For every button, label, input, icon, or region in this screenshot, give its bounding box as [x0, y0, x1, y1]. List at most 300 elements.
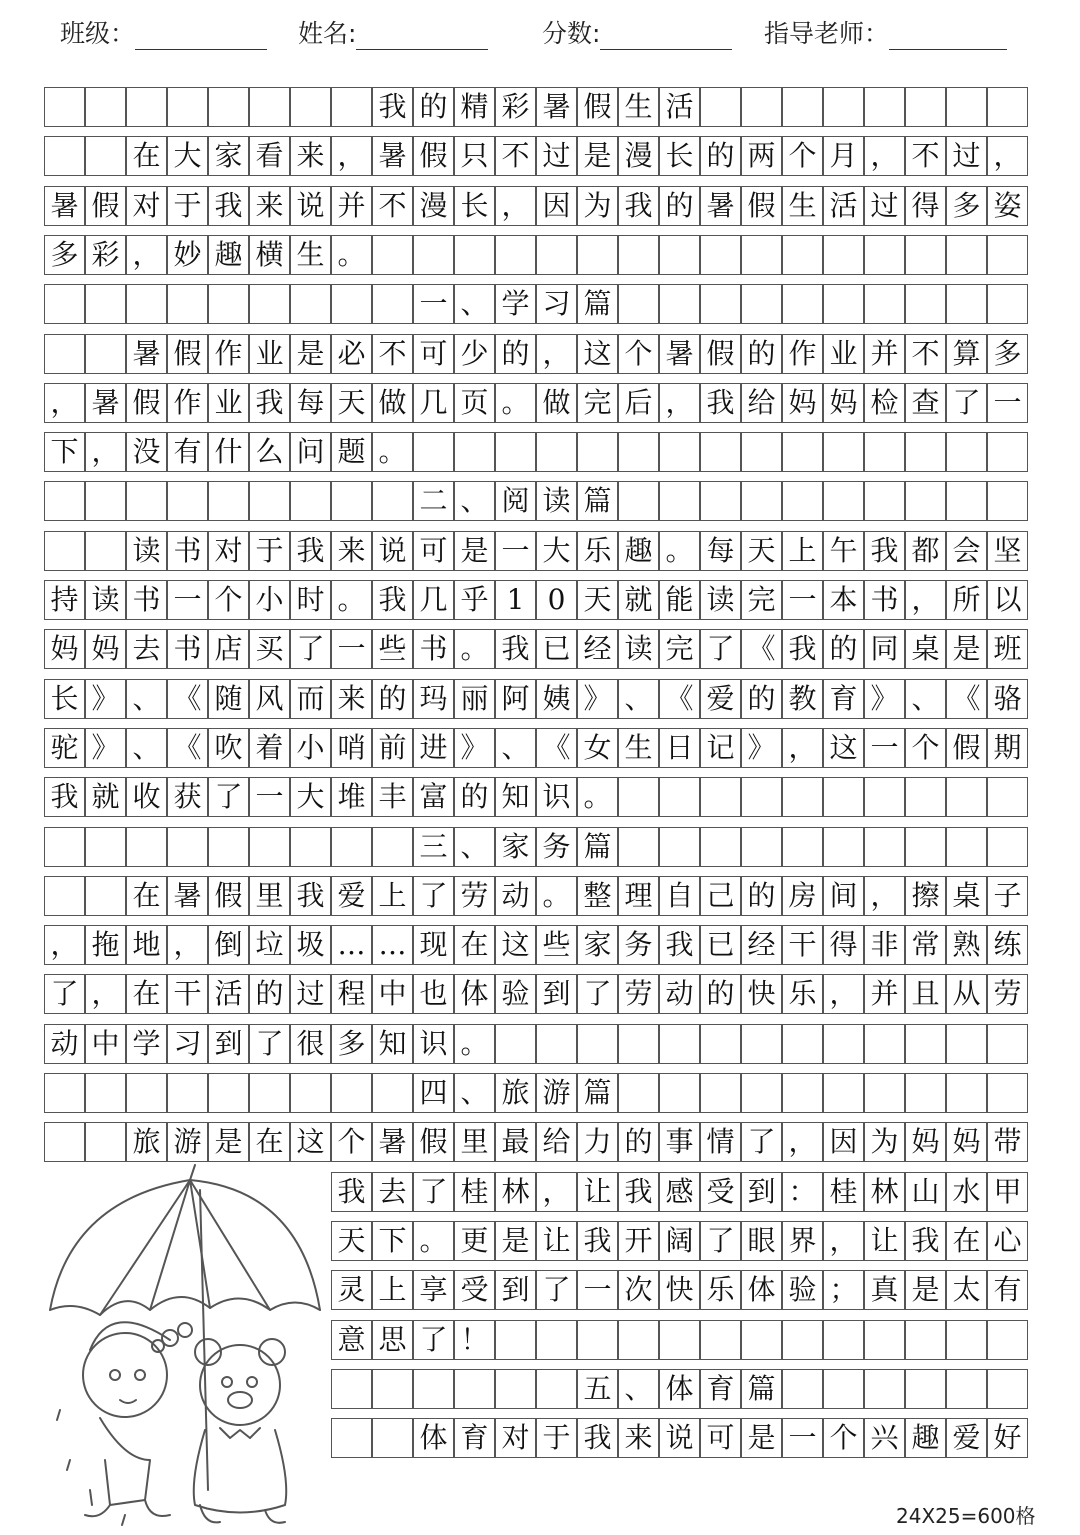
grid-cell: 桌 — [905, 629, 946, 669]
grid-cell: ， — [85, 432, 126, 472]
grid-cell: 我 — [331, 1172, 372, 1212]
grid-cell: 拖 — [85, 925, 126, 965]
grid-cell: 来 — [331, 531, 372, 571]
grid-cell — [782, 481, 823, 521]
grid-cell: 上 — [782, 531, 823, 571]
grid-cell — [618, 827, 659, 867]
grid-cell: 可 — [413, 334, 454, 374]
grid-cell: 。 — [536, 876, 577, 916]
grid-cell — [44, 1073, 85, 1113]
grid-cell — [372, 284, 413, 324]
grid-cell: 》 — [85, 679, 126, 719]
grid-cell — [208, 284, 249, 324]
grid-cell: 来 — [249, 186, 290, 226]
grid-cell: 并 — [864, 334, 905, 374]
grid-cell: 里 — [454, 1122, 495, 1162]
grid-cell — [454, 432, 495, 472]
grid-cell: 了 — [700, 629, 741, 669]
teacher-label: 指导老师： — [764, 19, 890, 48]
grid-cell: 驼 — [44, 728, 85, 768]
grid-cell: 小 — [249, 580, 290, 620]
grid-cell: 快 — [741, 974, 782, 1014]
grid-cell: 了 — [413, 1320, 454, 1360]
grid-cell: 可 — [700, 1418, 741, 1458]
grid-cell: 。 — [454, 629, 495, 669]
grid-cell: 是 — [577, 136, 618, 176]
grid-cell — [905, 432, 946, 472]
grid-cell — [946, 432, 987, 472]
grid-cell: ， — [536, 334, 577, 374]
grid-cell — [331, 827, 372, 867]
grid-cell — [946, 284, 987, 324]
grid-cell — [946, 481, 987, 521]
grid-cell: 垃 — [249, 925, 290, 965]
grid-cell: 《 — [741, 629, 782, 669]
grid-cell: 让 — [864, 1221, 905, 1261]
grid-cell: 在 — [454, 925, 495, 965]
grid-cell: 去 — [372, 1172, 413, 1212]
grid-cell: 作 — [167, 383, 208, 423]
grid-cell: 随 — [208, 679, 249, 719]
grid-cell: 风 — [249, 679, 290, 719]
grid-cell — [44, 1122, 85, 1162]
grid-cell: 》 — [454, 728, 495, 768]
grid-cell — [659, 1024, 700, 1064]
grid-cell: 我 — [372, 580, 413, 620]
grid-cell: 也 — [413, 974, 454, 1014]
grid-cell: 检 — [864, 383, 905, 423]
grid-cell: 不 — [905, 334, 946, 374]
grid-cell: 么 — [249, 432, 290, 472]
grid-cell: 中 — [85, 1024, 126, 1064]
grid-cell: 漫 — [618, 136, 659, 176]
grid-cell: 一 — [864, 728, 905, 768]
grid-cell: 能 — [659, 580, 700, 620]
grid-cell — [577, 1024, 618, 1064]
grid-cell: 妈 — [44, 629, 85, 669]
grid-cell: 识 — [536, 777, 577, 817]
grid-row — [44, 777, 1028, 817]
grid-cell — [987, 1024, 1028, 1064]
grid-cell: 常 — [905, 925, 946, 965]
grid-cell: 的 — [700, 136, 741, 176]
grid-cell: 会 — [946, 531, 987, 571]
grid-cell: 房 — [782, 876, 823, 916]
grid-cell: 天 — [331, 383, 372, 423]
grid-cell — [536, 1369, 577, 1409]
grid-cell — [85, 334, 126, 374]
grid-cell: 假 — [577, 87, 618, 127]
grid-cell: 几 — [413, 383, 454, 423]
grid-cell: 让 — [577, 1172, 618, 1212]
grid-cell — [987, 1320, 1028, 1360]
grid-row — [44, 925, 1028, 965]
grid-cell: 暑 — [167, 876, 208, 916]
name-label: 姓名: — [298, 19, 357, 48]
grid-cell: 识 — [413, 1024, 454, 1064]
grid-cell — [946, 87, 987, 127]
grid-row — [44, 531, 1028, 571]
grid-cell: 对 — [126, 186, 167, 226]
grid-cell: 已 — [700, 925, 741, 965]
grid-cell: 干 — [782, 925, 823, 965]
grid-cell: 擦 — [905, 876, 946, 916]
grid-cell: 暑 — [372, 136, 413, 176]
grid-cell — [618, 481, 659, 521]
grid-row — [44, 432, 1028, 472]
grid-cell: 趣 — [208, 235, 249, 275]
grid-cell: 程 — [331, 974, 372, 1014]
grid-cell: 些 — [536, 925, 577, 965]
grid-cell — [618, 1320, 659, 1360]
grid-cell: 育 — [823, 679, 864, 719]
grid-cell: 精 — [454, 87, 495, 127]
grid-cell: 了 — [413, 1172, 454, 1212]
grid-cell — [372, 1418, 413, 1458]
grid-cell — [700, 777, 741, 817]
grid-cell: 《 — [167, 728, 208, 768]
grid-cell: 就 — [618, 580, 659, 620]
grid-cell: 心 — [987, 1221, 1028, 1261]
grid-cell — [454, 1369, 495, 1409]
grid-cell — [741, 777, 782, 817]
grid-cell — [782, 827, 823, 867]
grid-cell: 让 — [536, 1221, 577, 1261]
grid-cell: 乐 — [700, 1270, 741, 1310]
grid-cell: 验 — [782, 1270, 823, 1310]
grid-cell — [331, 1073, 372, 1113]
grid-cell: 业 — [249, 334, 290, 374]
grid-cell: 到 — [208, 1024, 249, 1064]
grid-cell: 五 — [577, 1369, 618, 1409]
grid-cell: 去 — [126, 629, 167, 669]
grid-cell — [823, 87, 864, 127]
grid-cell: 过 — [864, 186, 905, 226]
grid-cell: 过 — [290, 974, 331, 1014]
grid-cell: ， — [864, 876, 905, 916]
grid-cell: 哨 — [331, 728, 372, 768]
grid-cell — [659, 827, 700, 867]
grid-cell: 里 — [249, 876, 290, 916]
grid-cell: 这 — [290, 1122, 331, 1162]
grid-cell: 说 — [659, 1418, 700, 1458]
grid-cell — [905, 1073, 946, 1113]
grid-cell: 什 — [208, 432, 249, 472]
grid-cell: 阅 — [495, 481, 536, 521]
grid-cell: 家 — [577, 925, 618, 965]
grid-cell — [905, 235, 946, 275]
grid-row — [44, 876, 1028, 916]
grid-cell: 长 — [659, 136, 700, 176]
grid-cell — [987, 284, 1028, 324]
grid-cell: 是 — [495, 1221, 536, 1261]
grid-cell — [126, 481, 167, 521]
grid-row — [44, 284, 1028, 324]
grid-cell: 我 — [618, 1172, 659, 1212]
grid-cell: 熟 — [946, 925, 987, 965]
grid-cell: 篇 — [577, 284, 618, 324]
grid-cell — [700, 481, 741, 521]
grid-cell: 一 — [987, 383, 1028, 423]
grid-row — [44, 481, 1028, 521]
grid-cell: 了 — [741, 1122, 782, 1162]
grid-cell — [249, 481, 290, 521]
grid-cell: 是 — [741, 1418, 782, 1458]
grid-cell: 体 — [741, 1270, 782, 1310]
grid-cell: 生 — [618, 87, 659, 127]
grid-cell: 经 — [577, 629, 618, 669]
grid-cell: 己 — [700, 876, 741, 916]
grid-cell: 多 — [44, 235, 85, 275]
grid-cell: 本 — [823, 580, 864, 620]
grid-cell: 我 — [290, 531, 331, 571]
grid-cell: 桂 — [454, 1172, 495, 1212]
grid-cell — [331, 87, 372, 127]
grid-cell — [946, 1320, 987, 1360]
grid-cell: 务 — [536, 827, 577, 867]
grid-cell — [864, 432, 905, 472]
grid-cell: ， — [85, 974, 126, 1014]
grid-cell: ， — [987, 136, 1028, 176]
grid-cell: 着 — [249, 728, 290, 768]
grid-cell: 倒 — [208, 925, 249, 965]
grid-cell: 了 — [208, 777, 249, 817]
grid-cell — [618, 432, 659, 472]
grid-cell: 、 — [618, 1369, 659, 1409]
grid-cell: 现 — [413, 925, 454, 965]
grid-cell: 劳 — [454, 876, 495, 916]
grid-cell: … — [372, 925, 413, 965]
grid-cell — [864, 1369, 905, 1409]
grid-cell: 的 — [249, 974, 290, 1014]
grid-cell: 查 — [905, 383, 946, 423]
grid-row — [44, 679, 1028, 719]
grid-cell: 为 — [577, 186, 618, 226]
grid-cell — [659, 777, 700, 817]
grid-cell: 富 — [413, 777, 454, 817]
grid-cell: 没 — [126, 432, 167, 472]
grid-cell — [372, 481, 413, 521]
grid-cell: 、 — [454, 481, 495, 521]
grid-cell: 家 — [495, 827, 536, 867]
grid-cell: 篇 — [577, 827, 618, 867]
grid-row — [44, 974, 1028, 1014]
grid-cell: 个 — [208, 580, 249, 620]
grid-cell: 我 — [290, 876, 331, 916]
grid-cell: ， — [126, 235, 167, 275]
grid-cell: 带 — [987, 1122, 1028, 1162]
grid-cell: 四 — [413, 1073, 454, 1113]
grid-cell: 游 — [167, 1122, 208, 1162]
grid-cell — [659, 1320, 700, 1360]
grid-cell: 了 — [536, 1270, 577, 1310]
grid-cell: 干 — [167, 974, 208, 1014]
grid-cell: 进 — [413, 728, 454, 768]
grid-cell — [864, 87, 905, 127]
grid-cell: 阿 — [495, 679, 536, 719]
grid-cell: 看 — [249, 136, 290, 176]
grid-cell — [331, 284, 372, 324]
grid-cell: 不 — [372, 186, 413, 226]
grid-cell: ， — [44, 925, 85, 965]
grid-cell: 于 — [536, 1418, 577, 1458]
grid-cell: 吹 — [208, 728, 249, 768]
grid-cell — [700, 827, 741, 867]
grid-cell — [577, 1320, 618, 1360]
grid-cell: 对 — [495, 1418, 536, 1458]
grid-cell — [495, 235, 536, 275]
grid-cell — [659, 1073, 700, 1113]
grid-cell — [659, 481, 700, 521]
grid-cell — [44, 284, 85, 324]
grid-cell: 每 — [290, 383, 331, 423]
grid-cell: 几 — [413, 580, 454, 620]
grid-cell: 学 — [495, 284, 536, 324]
grid-cell: 爱 — [700, 679, 741, 719]
grid-cell — [946, 777, 987, 817]
grid-cell — [208, 827, 249, 867]
grid-cell: 午 — [823, 531, 864, 571]
grid-cell: 我 — [208, 186, 249, 226]
grid-cell — [741, 1073, 782, 1113]
grid-cell — [946, 827, 987, 867]
grid-cell — [331, 1369, 372, 1409]
grid-cell: 学 — [126, 1024, 167, 1064]
grid-cell — [290, 827, 331, 867]
grid-cell: 我 — [44, 777, 85, 817]
grid-cell — [700, 284, 741, 324]
grid-cell: 因 — [823, 1122, 864, 1162]
grid-cell — [413, 235, 454, 275]
grid-cell — [44, 531, 85, 571]
grid-cell: 一 — [249, 777, 290, 817]
grid-cell: ， — [823, 974, 864, 1014]
grid-cell: 来 — [290, 136, 331, 176]
grid-cell: 我 — [249, 383, 290, 423]
grid-cell: 可 — [413, 531, 454, 571]
grid-cell: 暑 — [700, 186, 741, 226]
grid-cell: 暑 — [372, 1122, 413, 1162]
grid-cell — [44, 87, 85, 127]
grid-cell: 林 — [864, 1172, 905, 1212]
grid-cell: 一 — [413, 284, 454, 324]
grid-cell: 书 — [413, 629, 454, 669]
grid-cell: ， — [782, 728, 823, 768]
grid-cell: 、 — [454, 827, 495, 867]
grid-cell — [454, 235, 495, 275]
grid-cell — [864, 1024, 905, 1064]
grid-cell — [495, 1320, 536, 1360]
grid-cell: 妙 — [167, 235, 208, 275]
grid-cell: 记 — [700, 728, 741, 768]
grid-cell: 的 — [659, 186, 700, 226]
grid-cell — [331, 481, 372, 521]
grid-cell: 到 — [536, 974, 577, 1014]
grid-cell: 给 — [536, 1122, 577, 1162]
grid-cell: 知 — [372, 1024, 413, 1064]
grid-cell: 。 — [372, 432, 413, 472]
grid-cell — [823, 1369, 864, 1409]
grid-cell: 眼 — [741, 1221, 782, 1261]
grid-cell — [536, 1320, 577, 1360]
grid-cell — [85, 1073, 126, 1113]
grid-cell: ！ — [454, 1320, 495, 1360]
grid-cell: 个 — [782, 136, 823, 176]
grid-cell: ， — [331, 136, 372, 176]
grid-cell: 这 — [823, 728, 864, 768]
grid-cell: 日 — [659, 728, 700, 768]
grid-cell: 体 — [659, 1369, 700, 1409]
grid-cell — [372, 1073, 413, 1113]
grid-cell: 小 — [290, 728, 331, 768]
grid-cell: 是 — [208, 1122, 249, 1162]
grid-cell: 了 — [577, 974, 618, 1014]
grid-cell — [126, 87, 167, 127]
grid-cell: 经 — [741, 925, 782, 965]
grid-cell: 是 — [290, 334, 331, 374]
grid-cell — [208, 481, 249, 521]
grid-cell: 。 — [495, 383, 536, 423]
grid-cell: 完 — [659, 629, 700, 669]
grid-cell: 甲 — [987, 1172, 1028, 1212]
grid-cell: 并 — [331, 186, 372, 226]
grid-cell: 坚 — [987, 531, 1028, 571]
grid-cell: 做 — [372, 383, 413, 423]
grid-cell: 意 — [331, 1320, 372, 1360]
grid-cell: 妈 — [85, 629, 126, 669]
grid-cell: 中 — [372, 974, 413, 1014]
grid-cell — [700, 432, 741, 472]
grid-cell: 受 — [454, 1270, 495, 1310]
grid-cell — [782, 1073, 823, 1113]
grid-cell — [905, 1320, 946, 1360]
grid-cell: 姿 — [987, 186, 1028, 226]
grid-cell: 。 — [577, 777, 618, 817]
grid-cell — [823, 284, 864, 324]
grid-cell: 假 — [126, 383, 167, 423]
grid-cell: 我 — [495, 629, 536, 669]
grid-cell: 爱 — [946, 1418, 987, 1458]
grid-cell — [167, 284, 208, 324]
grid-cell: ： — [782, 1172, 823, 1212]
grid-cell: 很 — [290, 1024, 331, 1064]
grid-cell — [946, 235, 987, 275]
grid-row — [44, 136, 1028, 176]
grid-cell: 真 — [864, 1270, 905, 1310]
grid-cell — [864, 284, 905, 324]
grid-cell: 玛 — [413, 679, 454, 719]
grid-cell: 过 — [946, 136, 987, 176]
grid-cell: 我 — [618, 186, 659, 226]
grid-cell: 整 — [577, 876, 618, 916]
grid-cell: 一 — [782, 1418, 823, 1458]
grid-cell: 了 — [946, 383, 987, 423]
grid-row — [44, 1122, 1028, 1162]
grid-cell — [85, 531, 126, 571]
grid-row — [331, 1221, 1028, 1261]
grid-row — [44, 629, 1028, 669]
grid-cell — [782, 1369, 823, 1409]
grid-cell: 在 — [126, 136, 167, 176]
grid-cell: 下 — [372, 1221, 413, 1261]
grid-cell — [782, 1024, 823, 1064]
grid-cell: 》 — [741, 728, 782, 768]
grid-cell: 享 — [413, 1270, 454, 1310]
grid-cell — [536, 1024, 577, 1064]
grid-cell: 最 — [495, 1122, 536, 1162]
grid-cell — [208, 87, 249, 127]
grid-cell: 书 — [126, 580, 167, 620]
